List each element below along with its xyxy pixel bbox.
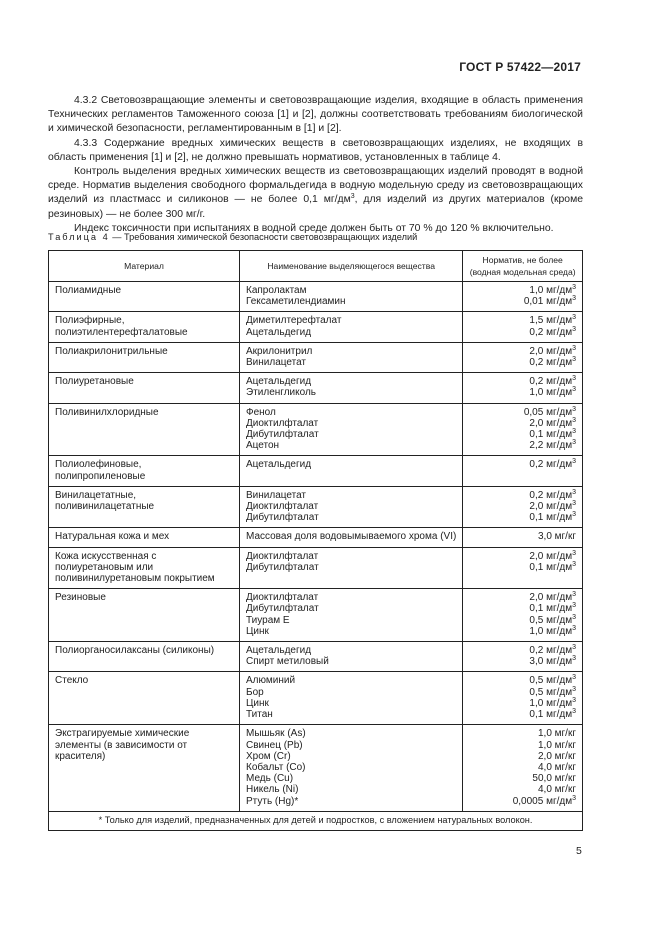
substance-name: Диметилтерефталат: [246, 315, 342, 327]
chemical-safety-table: [48, 250, 583, 831]
norm-value: [469, 429, 576, 440]
substance-name: Титан: [246, 709, 273, 721]
norm-value: [469, 615, 576, 626]
substance-name: Диоктилфталат: [246, 501, 319, 513]
norm-unit-exponent: 3: [572, 405, 576, 413]
substance-cell: [240, 373, 463, 403]
substance-name: Цинк: [246, 625, 269, 637]
norm-value: [469, 512, 576, 523]
norm-value: [469, 459, 576, 470]
column-header-norm: Норматив, не более (водная модельная среда): [463, 251, 583, 282]
norm-value-text: 1,0 мг/кг: [537, 728, 576, 740]
norm-cell: [463, 312, 583, 342]
norm-unit-exponent: 3: [572, 708, 576, 716]
norm-value-text: 4,0 мг/кг: [537, 784, 576, 796]
norm-value: [469, 603, 576, 614]
table-row: [49, 403, 583, 456]
norm-unit-exponent: 3: [572, 284, 576, 291]
material-cell: Полиакрилонитрильные: [49, 342, 240, 372]
norm-value: [469, 656, 576, 667]
norm-value-text: 0,01 мг/дм: [523, 296, 573, 308]
norm-value-text: 1,0 мг/дм: [529, 697, 573, 709]
table-row: [49, 373, 583, 403]
norm-value: [469, 675, 576, 686]
substance-name: Диоктилфталат: [246, 417, 319, 429]
substance-name: Капролактам: [246, 285, 307, 296]
norm-value-text: 3,0 мг/дм: [529, 656, 573, 668]
norm-value-text: 1,0 мг/дм: [529, 285, 573, 296]
norm-cell: [463, 642, 583, 672]
table-caption-label: Таблица 4: [48, 232, 110, 242]
substance-cell: [240, 672, 463, 725]
norm-unit-exponent: 3: [572, 500, 576, 508]
norm-value-text: 0,2 мг/дм: [529, 357, 573, 369]
substance-name: Дибутилфталат: [246, 603, 319, 615]
norm-value-text: 2,0 мг/дм: [529, 550, 573, 562]
norm-value: [469, 490, 576, 501]
norm-value-text: 1,0 мг/кг: [537, 739, 576, 751]
norm-value-text: 0,1 мг/дм: [529, 561, 573, 573]
norm-value: [469, 387, 576, 398]
material-cell: Полиолефиновые, полипропиленовые: [49, 456, 240, 486]
paragraph-4-3-2: 4.3.2 Световозвращающие элементы и световозвращающие изделия, входящие в область применения Технических регламентов Таможенного союза [1] и [2], должны соответствовать требованиям биологической и химической безопасности, регламентированным в [1] и [2].: [48, 95, 583, 135]
material-cell: Полиэфирные, полиэтилентерефталатовые: [49, 312, 240, 342]
substance-name: Алюминий: [246, 675, 296, 687]
table-row: [49, 528, 583, 547]
norm-value-text: 0,5 мг/дм: [529, 614, 573, 626]
substance-cell: [240, 312, 463, 342]
norm-value-text: 0,2 мг/дм: [529, 459, 573, 471]
table-header-row: [49, 251, 583, 282]
norm-value: [469, 773, 576, 784]
norm-cell: [463, 528, 583, 547]
norm-value: [469, 315, 576, 326]
norm-cell: [463, 547, 583, 589]
material-cell: Натуральная кожа и мех: [49, 528, 240, 547]
norm-value: [469, 796, 576, 807]
substance-cell: [240, 403, 463, 456]
paragraph-formaldehyde: Контроль выделения вредных химических веществ из световозвращающих изделий проводят в водной среде. Норматив выделения свободного формальдегида в водную модельную среду из световозвращающих изделий из пластмасс и силиконов — не более 0,1 $мг/дм^3$, для изделий из других материалов (кроме резиновых) — не более 300 мг/г.: [48, 166, 583, 220]
material-cell: Резиновые: [49, 589, 240, 642]
norm-unit-exponent: 3: [572, 674, 576, 682]
norm-unit-exponent: 3: [572, 416, 576, 424]
norm-unit-exponent: 3: [572, 511, 576, 519]
norm-value-text: 0,1 мг/дм: [529, 603, 573, 615]
substance-cell: [240, 342, 463, 372]
norm-value-text: 4,0 мг/кг: [537, 761, 576, 773]
table-caption: [48, 232, 588, 242]
substance-name: Хром (Cr): [246, 750, 291, 762]
table-row: [49, 456, 583, 486]
substance-cell: [240, 547, 463, 589]
norm-unit-exponent: 3: [572, 344, 576, 352]
norm-unit-exponent: 3: [572, 696, 576, 704]
norm-value: [469, 784, 576, 795]
norm-value-text: 3,0 мг/кг: [537, 531, 576, 543]
norm-unit-exponent: 3: [572, 685, 576, 693]
material-cell: Полиорганосилаксаны (силиконы): [49, 642, 240, 672]
substance-cell: [240, 282, 463, 312]
paragraph-toxicity-index: Индекс токсичности при испытаниях в водной среде должен быть от 70 % до 120 % включительно.: [74, 222, 554, 234]
norm-value-text: 0,2 мг/дм: [529, 645, 573, 657]
table-row: [49, 725, 583, 811]
substance-cell: [240, 456, 463, 486]
substance-name: Диоктилфталат: [246, 592, 319, 604]
substance-name: Мышьяк (As): [246, 728, 306, 740]
norm-value-text: 1,0 мг/дм: [529, 625, 573, 637]
table-row: [49, 547, 583, 589]
norm-value: [469, 687, 576, 698]
norm-value: [469, 551, 576, 562]
norm-unit-exponent: 3: [572, 549, 576, 557]
norm-value: [469, 626, 576, 637]
norm-value: [469, 327, 576, 338]
substance-name: Свинец (Pb): [246, 739, 303, 751]
norm-value: [469, 346, 576, 357]
material-cell: Винилацетатные, поливинилацетатные: [49, 486, 240, 528]
table-row: [49, 589, 583, 642]
norm-value-text: 0,1 мг/дм: [529, 709, 573, 721]
norm-value: [469, 440, 576, 451]
norm-value-text: 0,2 мг/дм: [529, 376, 573, 388]
table-row: [49, 282, 583, 312]
norm-value-text: 2,0 мг/дм: [529, 501, 573, 513]
page-number: 5: [576, 845, 582, 857]
norm-unit-exponent: 3: [572, 488, 576, 496]
substance-name: Диоктилфталат: [246, 550, 319, 562]
norm-value: [469, 751, 576, 762]
norm-unit-exponent: 3: [572, 602, 576, 610]
norm-value-text: 0,05 мг/дм: [523, 406, 573, 418]
table-footnote-row: [49, 811, 583, 830]
norm-value: [469, 645, 576, 656]
norm-unit-exponent: 3: [572, 591, 576, 599]
norm-value: [469, 357, 576, 368]
document-id: ГОСТ Р 57422—2017: [459, 60, 581, 74]
norm-unit-exponent: 3: [572, 644, 576, 652]
substance-name: Тиурам Е: [246, 614, 290, 626]
substance-name: Ацетальдегид: [246, 376, 312, 388]
norm-unit-exponent: 3: [572, 325, 576, 333]
norm-cell: [463, 672, 583, 725]
body-text: [48, 94, 583, 236]
substance-name: Этиленгликоль: [246, 387, 316, 399]
norm-value-text: 0,5 мг/дм: [529, 686, 573, 698]
norm-value: [469, 376, 576, 387]
norm-value: [469, 418, 576, 429]
substance-name: Массовая доля водовымываемого хрома (VI): [246, 531, 457, 543]
norm-value: [469, 740, 576, 751]
norm-unit-exponent: 3: [572, 655, 576, 663]
substance-cell: [240, 642, 463, 672]
norm-value-text: 1,0 мг/дм: [529, 387, 573, 399]
substance-name: Дибутилфталат: [246, 561, 319, 573]
table-row: [49, 342, 583, 372]
substance-name: Ацетальдегид: [246, 459, 312, 471]
norm-value: [469, 285, 576, 296]
substance-name: Ацетон: [246, 440, 280, 452]
norm-cell: [463, 456, 583, 486]
norm-unit-exponent: 3: [572, 560, 576, 568]
norm-unit-exponent: 3: [572, 613, 576, 621]
material-cell: Полиамидные: [49, 282, 240, 312]
substance-name: Кобальт (Co): [246, 761, 306, 773]
norm-value-text: 2,0 мг/дм: [529, 417, 573, 429]
norm-value-text: 0,0005 мг/дм: [512, 795, 573, 807]
table-row: [49, 642, 583, 672]
norm-unit-exponent: 3: [572, 458, 576, 466]
substance-name: Акрилонитрил: [246, 345, 313, 357]
substance-name: Винилацетат: [246, 357, 306, 369]
norm-cell: [463, 342, 583, 372]
norm-unit-exponent: 3: [572, 386, 576, 394]
substance-name: Медь (Cu): [246, 773, 294, 785]
norm-cell: [463, 373, 583, 403]
table-caption-text: — Требования химической безопасности световозвращающих изделий: [112, 232, 418, 242]
norm-value-text: 1,5 мг/дм: [529, 315, 573, 327]
norm-value: [469, 501, 576, 512]
norm-unit-exponent: 3: [572, 314, 576, 322]
norm-value-text: 0,1 мг/дм: [529, 429, 573, 441]
table-row: [49, 312, 583, 342]
norm-value-text: 0,5 мг/дм: [529, 675, 573, 687]
norm-value: [469, 762, 576, 773]
material-cell: Поливинилхлоридные: [49, 403, 240, 456]
norm-value: [469, 407, 576, 418]
substance-name: Цинк: [246, 697, 269, 709]
norm-value: [469, 592, 576, 603]
norm-cell: [463, 589, 583, 642]
norm-unit-exponent: 3: [572, 794, 576, 802]
norm-value: [469, 562, 576, 573]
substance-name: Никель (Ni): [246, 784, 299, 796]
substance-name: Дибутилфталат: [246, 512, 319, 524]
norm-value: [469, 709, 576, 720]
substance-cell: [240, 589, 463, 642]
material-cell: Экстрагируемые химические элементы (в зависимости от красителя): [49, 725, 240, 811]
norm-unit-exponent: 3: [572, 375, 576, 383]
norm-value-text: 2,0 мг/дм: [529, 592, 573, 604]
substance-name: Бор: [246, 686, 264, 698]
norm-unit-exponent: 3: [572, 295, 576, 303]
norm-value-text: 50,0 мг/кг: [532, 773, 576, 785]
substance-name: Винилацетат: [246, 489, 306, 501]
norm-unit-exponent: 3: [572, 624, 576, 632]
substance-name: Ацетальдегид: [246, 645, 312, 657]
table-footnote: * Только для изделий, предназначенных для детей и подростков, с вложением натуральных волокон.: [49, 811, 583, 830]
norm-value: [469, 728, 576, 739]
substance-name: Спирт метиловый: [246, 656, 329, 668]
substance-cell: [240, 528, 463, 547]
norm-value-text: 0,2 мг/дм: [529, 489, 573, 501]
table-row: [49, 672, 583, 725]
norm-value-text: 0,1 мг/дм: [529, 512, 573, 524]
table-row: [49, 486, 583, 528]
norm-unit-exponent: 3: [572, 428, 576, 436]
norm-cell: [463, 403, 583, 456]
norm-unit-exponent: 3: [572, 356, 576, 364]
norm-unit-exponent: 3: [572, 439, 576, 447]
column-header-material: Материал: [49, 251, 240, 282]
norm-value-text: 2,0 мг/дм: [529, 345, 573, 357]
substance-cell: [240, 486, 463, 528]
norm-cell: [463, 725, 583, 811]
norm-cell: [463, 486, 583, 528]
material-cell: Стекло: [49, 672, 240, 725]
norm-value-text: 2,0 мг/кг: [537, 750, 576, 762]
norm-value: [469, 531, 576, 542]
material-cell: Кожа искусственная с полиуретановым или поливинилуретановым покрытием: [49, 547, 240, 589]
substance-cell: [240, 725, 463, 811]
paragraph-4-3-3: 4.3.3 Содержание вредных химических веществ в световозвращающих изделиях, не входящих в область применения [1] и [2], не должно превышать нормативов, установленных в таблице 4.: [48, 137, 583, 163]
norm-value-text: 0,2 мг/дм: [529, 326, 573, 338]
substance-name: Ртуть (Hg)*: [246, 795, 299, 807]
norm-value: [469, 698, 576, 709]
norm-cell: [463, 282, 583, 312]
norm-value-text: 2,2 мг/дм: [529, 440, 573, 452]
substance-name: Ацетальдегид: [246, 326, 312, 338]
norm-value: [469, 296, 576, 307]
column-header-substance: Наименование выделяющегося вещества: [240, 251, 463, 282]
material-cell: Полиуретановые: [49, 373, 240, 403]
substance-name: Фенол: [246, 406, 276, 418]
substance-name: Гексаметилендиамин: [246, 296, 346, 308]
substance-name: Дибутилфталат: [246, 429, 319, 441]
